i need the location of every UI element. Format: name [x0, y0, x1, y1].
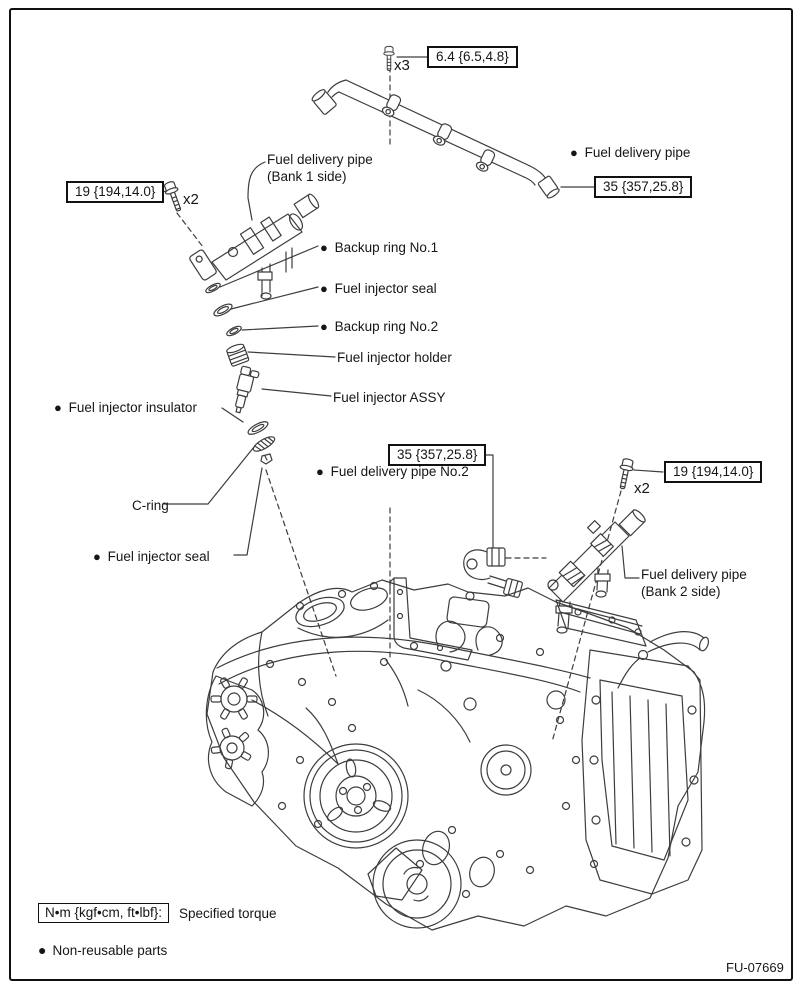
c-ring-seal-drawing — [251, 434, 276, 454]
label-fuel-injector-assy: Fuel injector ASSY — [333, 390, 446, 405]
non-reusable-icon: ● — [320, 240, 328, 255]
torque-value: 19 {194,14.0} — [75, 184, 156, 199]
bolt-icon-top — [384, 46, 394, 70]
torque-value: 35 {357,25.8} — [603, 179, 684, 194]
label-fuel-injector-seal-top: ● Fuel injector seal — [320, 281, 437, 296]
legend-non-reusable — [38, 942, 167, 958]
non-reusable-icon: ● — [316, 464, 324, 479]
label-c-ring: C-ring — [132, 498, 169, 513]
torque-box-64 — [427, 46, 518, 68]
torque-legend-text: Specified torque — [178, 905, 277, 921]
bank1-pipe-drawing — [189, 193, 321, 299]
non-reusable-icon: ● — [54, 400, 62, 415]
bolt-icon-right — [616, 458, 635, 490]
torque-value: 6.4 {6.5,4.8} — [436, 49, 509, 64]
injector-seal-drawing — [212, 302, 233, 318]
non-reusable-icon: ● — [320, 281, 328, 296]
injector-insulator-drawing — [246, 419, 269, 436]
backup-ring2-drawing — [225, 324, 242, 337]
label-fuel-delivery-pipe-bank2: Fuel delivery pipe (Bank 2 side) — [641, 567, 747, 599]
non-reusable-text: Non-reusable parts — [52, 942, 168, 958]
torque-box-35-top — [594, 176, 692, 198]
label-fuel-delivery-pipe-front: ● Fuel delivery pipe — [570, 145, 691, 160]
non-reusable-icon: ● — [93, 549, 101, 564]
label-fuel-delivery-pipe-bank1: Fuel delivery pipe (Bank 1 side) — [267, 152, 373, 184]
label-backup-ring-no2: ● Backup ring No.2 — [320, 319, 439, 334]
legend-torque — [38, 903, 277, 923]
multiplier-x2-left: x2 — [183, 191, 199, 208]
non-reusable-icon: ● — [570, 145, 578, 160]
torque-box-19-left — [66, 181, 164, 203]
backup-ring1-drawing — [205, 282, 222, 295]
bolt-icon-left — [162, 180, 184, 213]
figure-code: FU-07669 — [726, 960, 784, 975]
injector-assy-drawing — [231, 366, 260, 415]
c-ring-drawing — [261, 454, 272, 464]
label-fuel-injector-holder: Fuel injector holder — [337, 350, 452, 365]
multiplier-x3: x3 — [394, 57, 410, 74]
torque-value: 35 {357,25.8} — [397, 447, 478, 462]
label-fuel-injector-seal-bottom: ● Fuel injector seal — [93, 549, 210, 564]
label-backup-ring-no1: ● Backup ring No.1 — [320, 240, 439, 255]
label-fuel-injector-insulator: ● Fuel injector insulator — [54, 400, 197, 415]
engine-drawing — [206, 578, 710, 930]
torque-value: 19 {194,14.0} — [673, 464, 754, 479]
multiplier-x2-right: x2 — [634, 480, 650, 497]
torque-box-19-right — [664, 461, 762, 483]
injector-holder-drawing — [226, 343, 249, 367]
torque-unit-box: N•m {kgf•cm, ft•lbf}: — [38, 903, 169, 923]
non-reusable-icon: ● — [320, 319, 328, 334]
non-reusable-icon: ● — [38, 942, 47, 958]
label-fuel-delivery-pipe-no2: ● Fuel delivery pipe No.2 — [316, 464, 469, 479]
pipe-no2-drawing — [464, 548, 523, 598]
